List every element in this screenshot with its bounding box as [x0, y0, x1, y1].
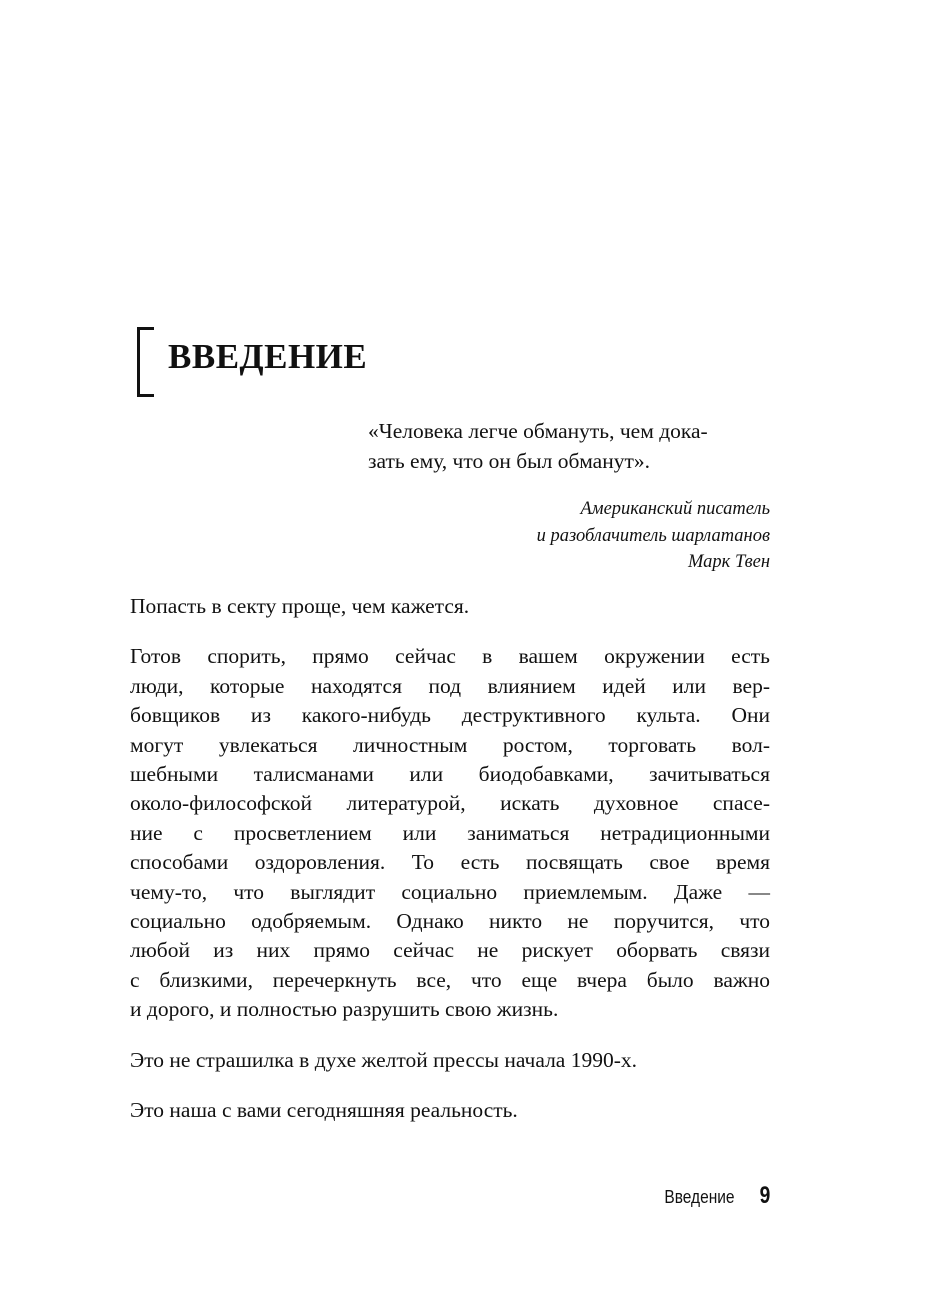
epigraph-quote — [368, 417, 770, 476]
body-text — [130, 592, 770, 1147]
epigraph-attribution — [537, 496, 770, 576]
running-head: Введение — [664, 1187, 735, 1207]
paragraph-line: чему-то, что выглядит социально приемлемым. Даже — — [130, 879, 770, 904]
paragraph-4: Это наша с вами сегодняшняя реальность. — [130, 1098, 518, 1123]
paragraph-3: Это не страшилка в духе желтой прессы начала 1990-х. — [130, 1047, 638, 1072]
attribution-line: Американский писатель — [580, 499, 770, 519]
paragraph-1: Попасть в секту проще, чем кажется. — [130, 594, 470, 618]
epigraph-line: зать ему, что он был обманут». — [368, 448, 650, 473]
page-footer — [653, 1182, 770, 1210]
paragraph-line: около-философской литературой, искать духовное спасе- — [130, 791, 770, 816]
paragraph-line: бовщиков из какого-нибудь деструктивного культа. Они — [130, 703, 770, 728]
paragraph-line: шебными талисманами или биодобавками, зачитываться — [130, 762, 770, 787]
paragraph-line: с близкими, перечеркнуть все, что еще вчера было важно — [130, 967, 770, 992]
paragraph-line: могут увлекаться личностным ростом, торговать вол- — [130, 732, 770, 757]
bracket-ornament — [137, 327, 154, 397]
paragraph-line: Готов спорить, прямо сейчас в вашем окружении есть — [130, 644, 770, 669]
paragraph-line: социально одобряемым. Однако никто не поручится, что — [130, 909, 770, 934]
paragraph-line: любой из них прямо сейчас не рискует оборвать связи — [130, 938, 770, 963]
page-number: 9 — [759, 1182, 770, 1209]
paragraph-line: люди, которые находятся под влиянием идей или вер- — [130, 673, 770, 698]
chapter-title: ВВЕДЕНИЕ — [168, 337, 368, 376]
paragraph-2 — [130, 642, 770, 1024]
paragraph-line: способами оздоровления. То есть посвящать свое время — [130, 850, 770, 875]
paragraph-line: и дорого, и полностью разрушить свою жизнь. — [130, 997, 559, 1022]
epigraph-line: «Человека легче обмануть, чем дока- — [368, 419, 708, 443]
attribution-line: и разоблачитель шарлатанов — [536, 525, 770, 546]
paragraph-line: ние с просветлением или заниматься нетрадиционными — [130, 820, 770, 845]
attribution-author: Марк Твен — [688, 552, 770, 572]
